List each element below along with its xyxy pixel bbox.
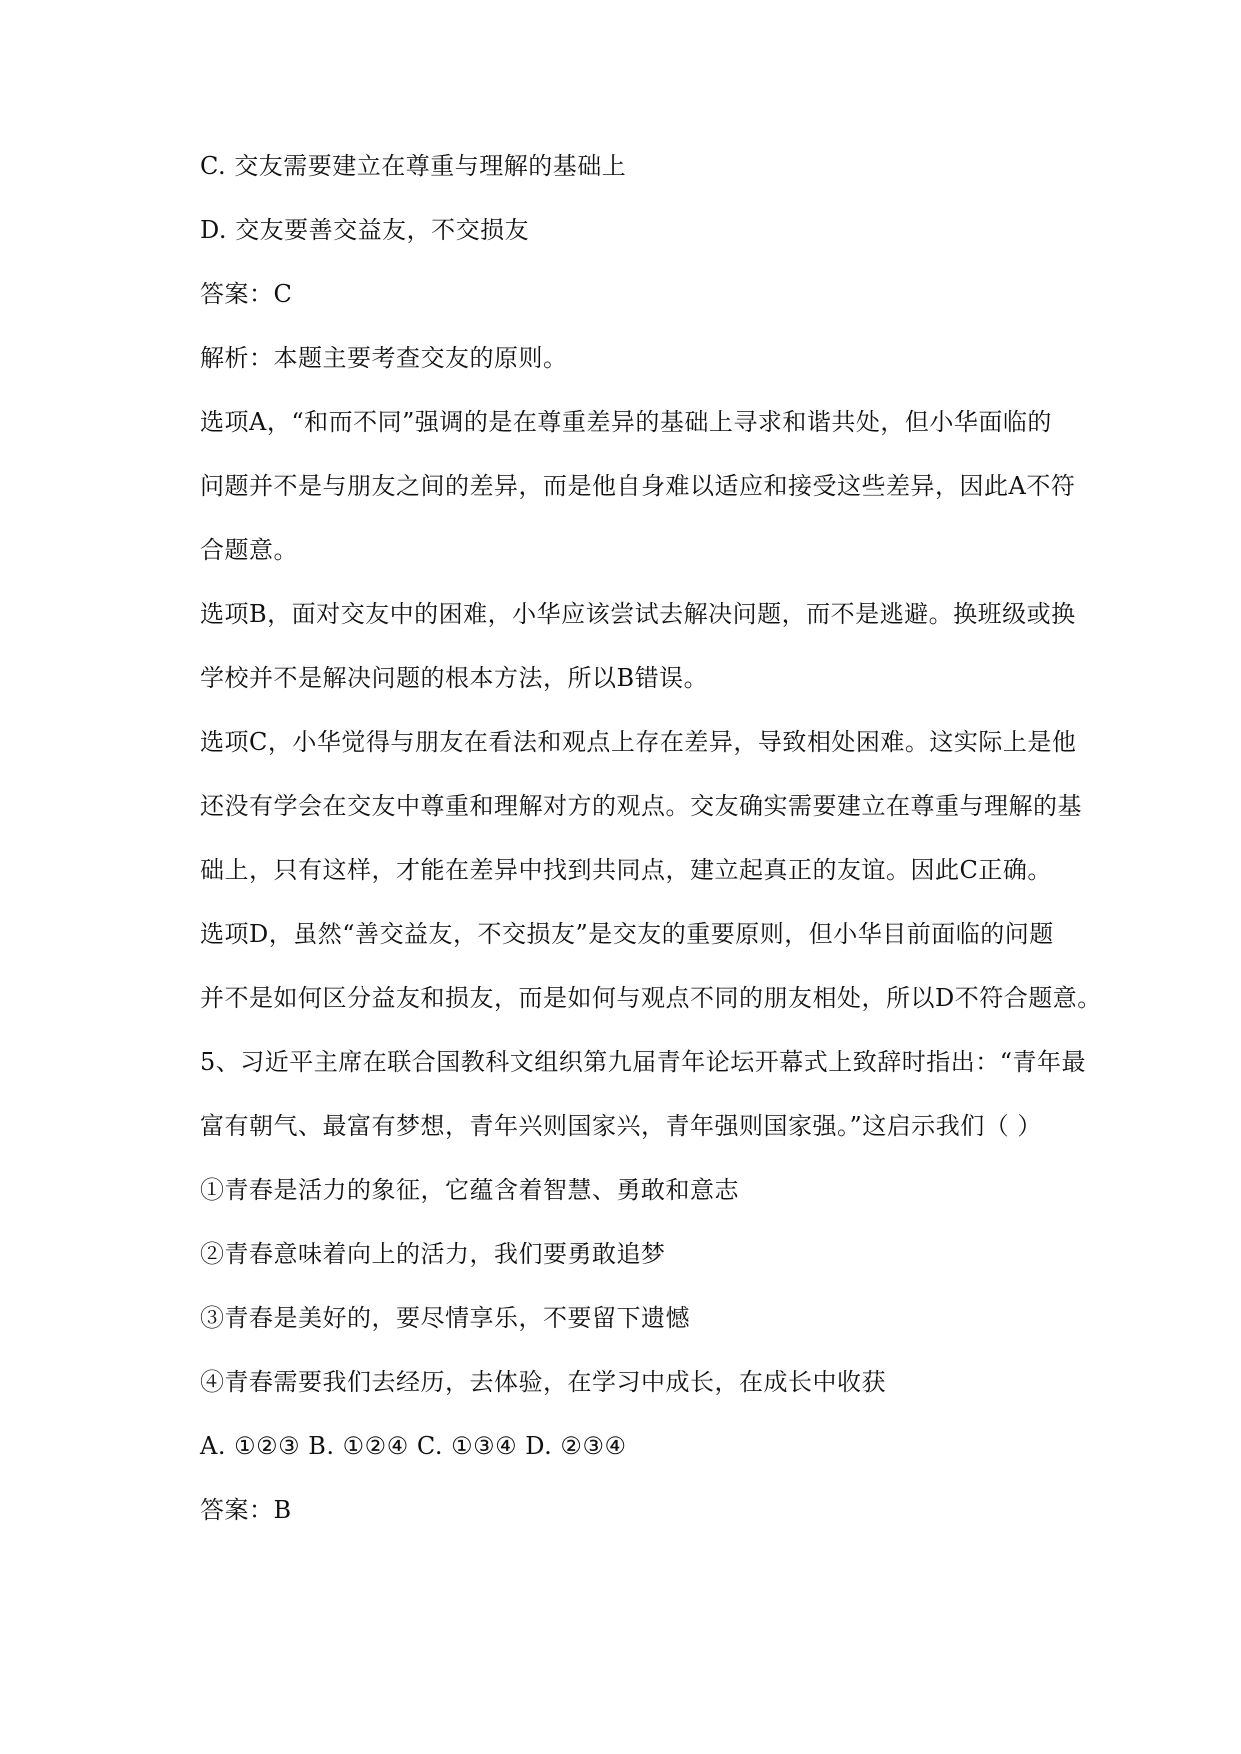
choices-line: A. ①②③ B. ①②④ C. ①③④ D. ②③④ bbox=[200, 1432, 627, 1460]
analysis-c-line-3: 础上，只有这样，才能在差异中找到共同点，建立起真正的友谊。因此C正确。 bbox=[200, 856, 1052, 884]
answer-line-2: 答案：B bbox=[200, 1496, 292, 1524]
analysis-a-line-3: 合题意。 bbox=[200, 536, 298, 564]
analysis-c-line-1: 选项C，小华觉得与朋友在看法和观点上存在差异，导致相处困难。这实际上是他 bbox=[200, 728, 1077, 756]
analysis-d-line-1: 选项D，虽然“善交益友，不交损友”是交友的重要原则，但小华目前面临的问题 bbox=[200, 920, 1054, 948]
statement-1: ①青春是活力的象征，它蕴含着智慧、勇敢和意志 bbox=[200, 1176, 739, 1204]
analysis-a-line-1: 选项A，“和而不同”强调的是在尊重差异的基础上寻求和谐共处，但小华面临的 bbox=[200, 408, 1052, 436]
analysis-b-line-1: 选项B，面对交友中的困难，小华应该尝试去解决问题，而不是逃避。换班级或换 bbox=[200, 600, 1076, 628]
statement-2: ②青春意味着向上的活力，我们要勇敢追梦 bbox=[200, 1240, 666, 1268]
statement-3: ③青春是美好的，要尽情享乐，不要留下遗憾 bbox=[200, 1304, 690, 1332]
analysis-b-line-2: 学校并不是解决问题的根本方法，所以B错误。 bbox=[200, 664, 709, 692]
statement-4: ④青春需要我们去经历，去体验，在学习中成长，在成长中收获 bbox=[200, 1368, 886, 1396]
question-5-line-1: 5、习近平主席在联合国教科文组织第九届青年论坛开幕式上致辞时指出：“青年最 bbox=[200, 1048, 1087, 1076]
analysis-d-line-2: 并不是如何区分益友和损友，而是如何与观点不同的朋友相处，所以D不符合题意。 bbox=[200, 984, 1102, 1012]
answer-line: 答案：C bbox=[200, 280, 293, 308]
question-5-line-2: 富有朝气、最富有梦想，青年兴则国家兴，青年强则国家强。”这启示我们（ ） bbox=[200, 1112, 1042, 1140]
option-c-line: C. 交友需要建立在尊重与理解的基础上 bbox=[200, 152, 627, 180]
option-d-line: D. 交友要善交益友，不交损友 bbox=[200, 216, 530, 244]
analysis-a-line-2: 问题并不是与朋友之间的差异，而是他自身难以适应和接受这些差异，因此A不符 bbox=[200, 472, 1076, 500]
analysis-heading: 解析：本题主要考查交友的原则。 bbox=[200, 344, 568, 372]
analysis-c-line-2: 还没有学会在交友中尊重和理解对方的观点。交友确实需要建立在尊重与理解的基 bbox=[200, 792, 1082, 820]
